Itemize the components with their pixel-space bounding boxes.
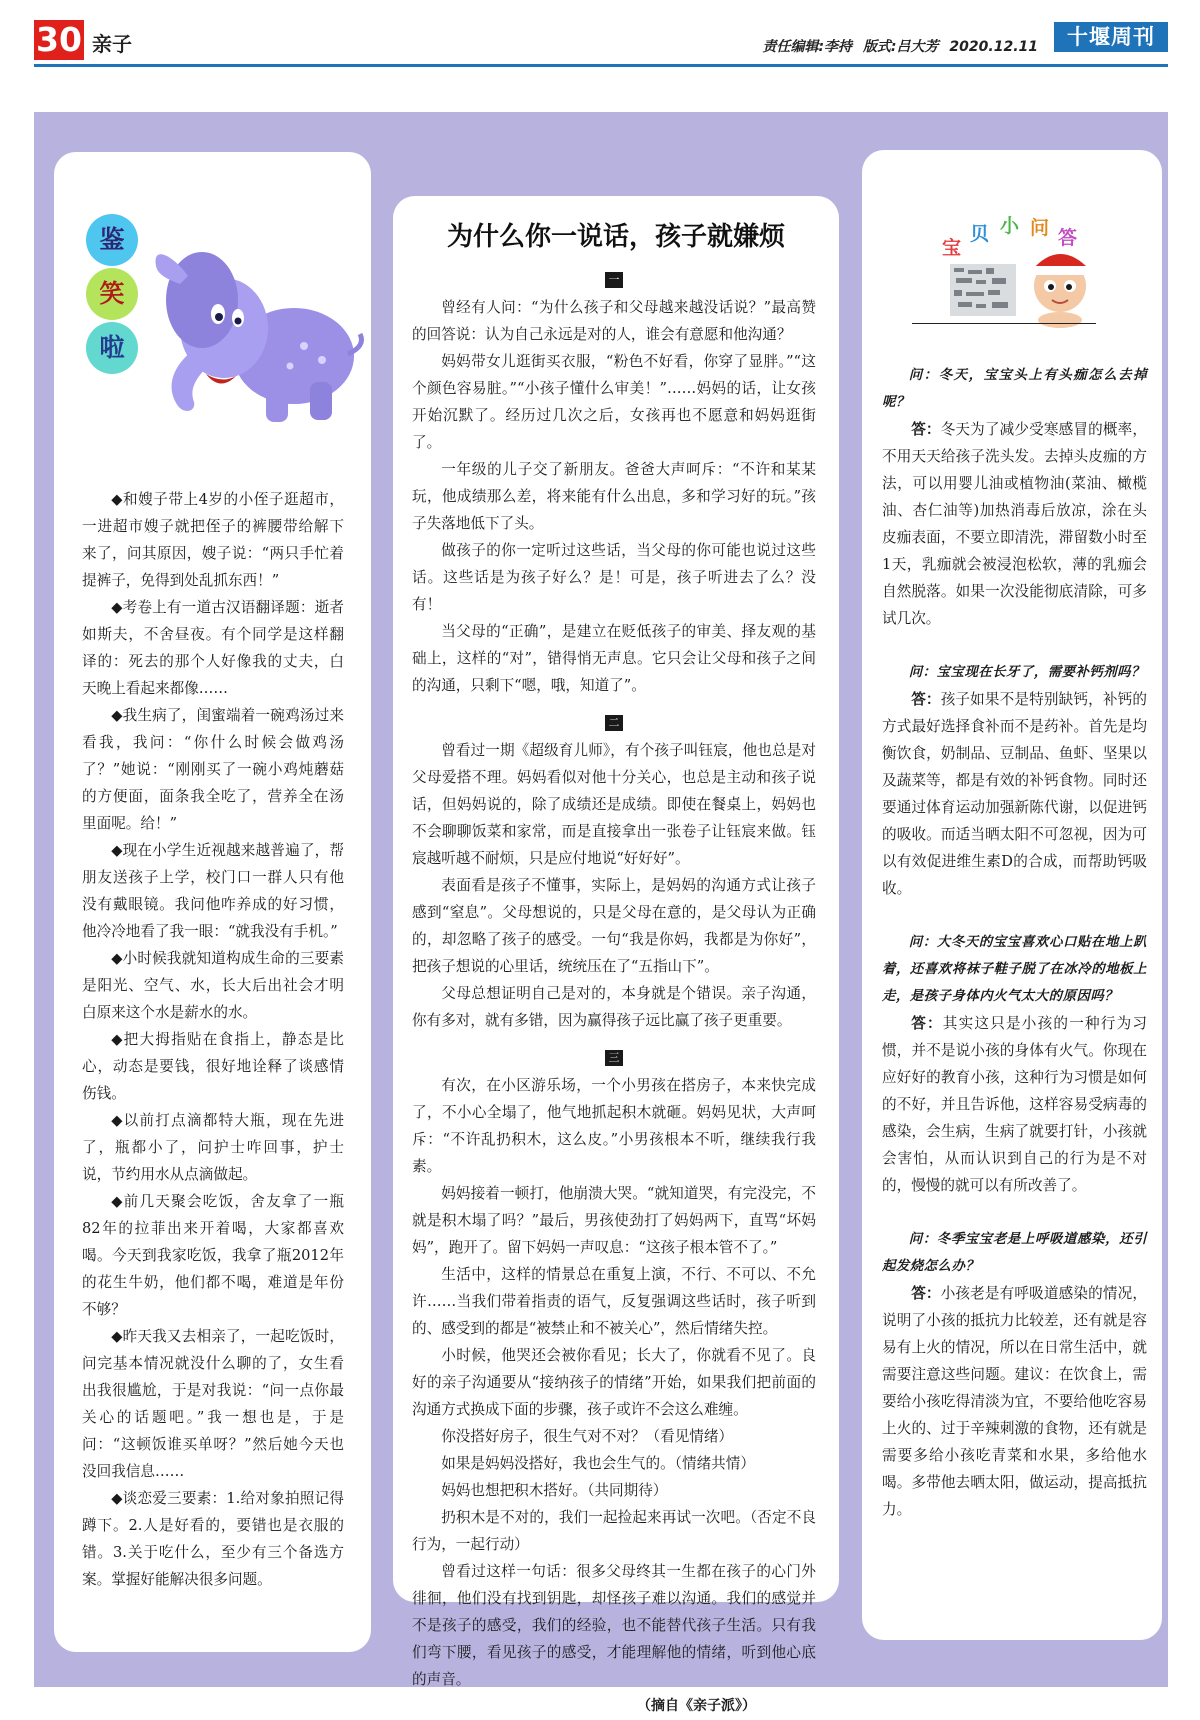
issue-date: 2020.12.11 [949,39,1038,55]
newspaper-logo: 十堰周刊 [1054,22,1168,52]
qa-answer [882,686,1147,902]
article-paragraph: 生活中，这样的情景总在重复上演，不行、不可以、不允许……当我们带着指责的语气，反复强调这些话时，孩子听到的、感受到的都是“被禁止和不被关心”，然后情绪失控。 [412,1266,816,1337]
page-header [34,20,1168,62]
qa-answer-label: 答： [911,421,941,438]
qa-question: 问：冬季宝宝老是上呼吸道感染，还引起发烧怎么办？ [882,1231,1147,1274]
joke-item: ◆我生病了，闺蜜端着一碗鸡汤过来看我，我问：“你什么时候会做鸡汤了？”她说：“刚刚买了一碗小鸡炖蘑菇的方便面，面条我全吃了，营养全在汤里面呢。给！” [82,707,344,832]
jokes-list [82,486,344,1593]
section-marker: 三 [605,1050,623,1066]
article-paragraph: 一年级的儿子交了新朋友。爸爸大声呵斥：“不许和某某玩，他成绩那么差，将来能有什么出息，多和学习好的玩。”孩子失落地低下了头。 [412,461,816,532]
joke-item: ◆前几天聚会吃饭，舍友拿了一瓶82年的拉菲出来开着喝，大家都喜欢喝。今天到我家吃饭，我拿了瓶2012年的花生牛奶，他们都不喝，难道是年份不够？ [82,1193,344,1318]
jokes-badge-3: 啦 [86,322,138,374]
elephant-illustration [144,236,368,440]
section-marker: 一 [605,272,623,288]
qa-answer-text: 孩子如果不是特别缺钙，补钙的方式最好选择食补而不是药补。首先是均衡饮食，奶制品、豆制品、鱼虾、坚果以及蔬菜等，都是有效的补钙食物。同时还要通过体育运动加强新陈代谢，以促进钙的吸收。而适当晒太阳不可忽视，因为可以有效促进维生素D的合成，而帮助钙吸收。 [882,691,1147,897]
article-paragraph: 妈妈接着一顿打，他崩溃大哭。“就知道哭，有完没完，不就是积木塌了吗？”最后，男孩使劲打了妈妈两下，直骂“坏妈妈”，跑开了。留下妈妈一声叹息：“这孩子根本管不了。” [412,1185,816,1256]
qa-answer [882,416,1147,632]
article-paragraph: 有次，在小区游乐场，一个小男孩在搭房子，本来快完成了，不小心全塌了，他气地抓起积木就砸。妈妈见状，大声呵斥：“不许乱扔积木，这么皮。”小男孩根本不听，继续我行我素。 [412,1077,816,1175]
banner-char: 问 [1030,217,1050,239]
joke-item: ◆小时候我就知道构成生命的三要素是阳光、空气、水，长大后出社会才明白原来这个水是薪水的水。 [82,950,344,1021]
banner-char: 贝 [970,223,990,245]
article-paragraph: 做孩子的你一定听过这些话，当父母的你可能也说过这些话。这些话是为孩子好么？是！可是，孩子听进去了么？没有！ [412,542,816,613]
article-paragraph: 曾看过这样一句话：很多父母终其一生都在孩子的心门外徘徊，他们没有找到钥匙，却怪孩子难以沟通。我们的感觉并不是孩子的感受，我们的经验，也不能替代孩子生活。只有我们弯下腰，看见孩子的感受，才能理解他的情绪，听到他心底的声音。 [412,1563,816,1688]
banner-char: 答 [1058,227,1078,249]
banner-char: 宝 [942,237,962,259]
layout-credit: 版式:吕大芳 [862,39,939,55]
article-paragraph: 妈妈带女儿逛街买衣服，“粉色不好看，你穿了显胖。”“这个颜色容易脏。”“小孩子懂什么审美！”……妈妈的话，让女孩开始沉默了。经历过几次之后，女孩再也不愿意和妈妈逛街了。 [412,353,816,451]
qa-answer [882,1010,1147,1199]
jokes-badge-1: 鉴 [86,214,138,266]
joke-item: ◆把大拇指贴在食指上，静态是比心，动态是要钱，很好地诠释了谈感情伤钱。 [82,1031,344,1102]
section-marker: 二 [605,715,623,731]
section-name: 亲子 [92,32,132,56]
article-paragraph: 曾经有人问：“为什么孩子和父母越来越没话说？”最高赞的回答说：认为自己永远是对的人，谁会有意愿和他沟通？ [412,299,816,343]
qa-answer-text: 冬天为了减少受寒感冒的概率，不用天天给孩子洗头发。去掉头皮痂的方法，可以用婴儿油或植物油(菜油、橄榄油、杏仁油等)加热消毒后放凉，涂在头皮痂表面，不要立即清洗，滞留数小时至1天，乳痂就会被浸泡松软，薄的乳痂会自然脱落。如果一次没能彻底清除，可多试几次。 [882,421,1147,627]
banner-divider [912,323,1096,324]
article-paragraph: 妈妈也想把积木搭好。（共同期待） [441,1482,668,1499]
article-paragraph: 扔积木是不对的，我们一起捡起来再试一次吧。（否定不良行为，一起行动） [412,1509,816,1553]
article-paragraph: 曾看过一期《超级育儿师》，有个孩子叫钰宸，他也总是对父母爱搭不理。妈妈看似对他十分关心，也总是主动和孩子说话，但妈妈说的，除了成绩还是成绩。即使在餐桌上，妈妈也不会聊聊饭菜和家常，而是直接拿出一张卷子让钰宸来做。钰宸越听越不耐烦，只是应付地说“好好好”。 [412,742,816,867]
qa-list [882,362,1147,1523]
qa-question: 问：冬天，宝宝头上有头痂怎么去掉呢？ [882,367,1147,410]
qa-question: 问：宝宝现在长牙了，需要补钙剂吗？ [908,664,1145,680]
qa-answer-label: 答： [911,691,941,708]
qa-answer-label: 答： [911,1285,941,1302]
editor-credit: 责任编辑:李持 [762,39,853,55]
joke-item: ◆谈恋爱三要素：1.给对象拍照记得蹲下。2.人是好看的，要错也是衣服的错。3.关于吃什么，至少有三个备选方案。掌握好能解决很多问题。 [82,1490,344,1588]
article-paragraph: 表面看是孩子不懂事，实际上，是妈妈的沟通方式让孩子感到“窒息”。父母想说的，只是父母在意的，是父母认为正确的，却忽略了孩子的感受。一句“我是你妈，我都是为你好”，把孩子想说的心里话，统统压在了“五指山下”。 [412,877,816,975]
page-number: 30 [34,20,84,60]
joke-item: ◆和嫂子带上4岁的小侄子逛超市，一进超市嫂子就把侄子的裤腰带给解下来了，问其原因，嫂子说：“两只手忙着提裤子，免得到处乱抓东西！” [82,491,344,589]
joke-item: ◆昨天我又去相亲了，一起吃饭时，问完基本情况就没什么聊的了，女生看出我很尴尬，于是对我说：“问一点你最关心的话题吧。”我一想也是，于是问：“这顿饭谁买单呀？”然后她今天也没回我信息…… [82,1328,344,1480]
edition-meta [756,36,1038,56]
qa-answer-label: 答： [911,1015,943,1032]
article-paragraph: 你没搭好房子，很生气对不对？（看见情绪） [441,1428,734,1445]
article-paragraph: 如果是妈妈没搭好，我也会生气的。（情绪共情） [441,1455,755,1472]
header-divider [34,64,1168,67]
banner-char: 小 [1000,215,1020,237]
qa-answer-text: 其实这只是小孩的一种行为习惯，并不是说小孩的身体有火气。你现在应好好的教育小孩，这种行为习惯是如何的不好，并且告诉他，这样容易受病毒的感染，会生病，生病了就要打针，小孩就会害怕，从而认识到自己的行为是不对的，慢慢的就可以有所改善了。 [882,1015,1147,1194]
qa-question: 问：大冬天的宝宝喜欢心口贴在地上趴着，还喜欢将袜子鞋子脱了在冰冷的地板上走，是孩子身体内火气太大的原因吗？ [882,934,1147,1004]
qa-answer [882,1280,1147,1523]
article-paragraph: 父母总想证明自己是对的，本身就是个错误。亲子沟通，你有多对，就有多错，因为赢得孩子远比赢了孩子更重要。 [412,985,816,1029]
joke-item: ◆以前打点滴都特大瓶，现在先进了，瓶都小了，问护士咋回事，护士说，节约用水从点滴做起。 [82,1112,344,1183]
joke-item: ◆现在小学生近视越来越普遍了，帮朋友送孩子上学，校门口一群人只有他没有戴眼镜。我问他咋养成的好习惯，他冷冷地看了我一眼：“就我没有手机。” [82,842,344,940]
qa-answer-text: 小孩老是有呼吸道感染的情况，说明了小孩的抵抗力比较差，还有就是容易有上火的情况，所以在日常生活中，就需要注意这些问题。建议：在饮食上，需要给小孩吃得清淡为宜，不要给他吃容易上火的、过于辛辣刺激的食物，还有就是需要多给小孩吃青菜和水果，多给他水喝。多带他去晒太阳，做运动，提高抵抗力。 [882,1285,1147,1518]
article-source: （摘自《亲子派》） [637,1698,756,1714]
joke-item: ◆考卷上有一道古汉语翻译题：逝者如斯夫，不舍昼夜。有个同学是这样翻译的：死去的那个人好像我的丈夫，白天晚上看起来都像…… [82,599,344,697]
baby-qa-banner-illustration [936,208,1116,328]
article-paragraph: 小时候，他哭还会被你看见；长大了，你就看不见了。良好的亲子沟通要从“接纳孩子的情绪”开始，如果我们把前面的沟通方式换成下面的步骤，孩子或许不会这么难缠。 [412,1347,816,1418]
jokes-badge-2: 笑 [86,268,138,320]
article-paragraph: 当父母的“正确”，是建立在贬低孩子的审美、择友观的基础上，这样的“对”，错得悄无声息。它只会让父母和孩子之间的沟通，只剩下“嗯，哦，知道了”。 [412,623,816,694]
article-title: 为什么你一说话，孩子就嫌烦 [446,222,785,252]
article-body [412,270,816,1720]
